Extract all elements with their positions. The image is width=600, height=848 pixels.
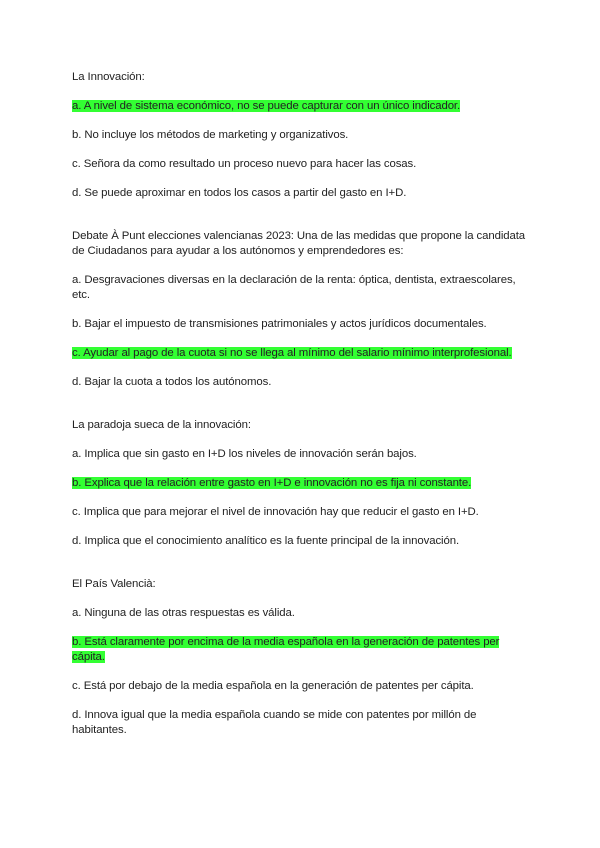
question-title: El País Valencià: [72, 578, 156, 590]
document-page [72, 70, 532, 752]
question-block [72, 229, 532, 390]
question-block [72, 70, 532, 201]
question-title: Debate À Punt elecciones valencianas 2023: Una de las medidas que propone la candidata de Ciudadanos para ayudar a los autónomos y emprendedores es: [72, 230, 526, 257]
question-title: La Innovación: [72, 71, 145, 83]
answer-option: c. Implica que para mejorar el nivel de innovación hay que reducir el gasto en I+D. [72, 506, 479, 518]
answer-option [72, 99, 532, 114]
answer-option: a. Ninguna de las otras respuestas es válida. [72, 607, 295, 619]
answer-option: b. Bajar el impuesto de transmisiones patrimoniales y actos jurídicos documentales. [72, 318, 487, 330]
answer-option: b. No incluye los métodos de marketing y organizativos. [72, 129, 349, 141]
answer-option: a. Desgravaciones diversas en la declaración de la renta: óptica, dentista, extraescolares, etc. [72, 274, 516, 301]
correct-answer-highlight: b. Está claramente por encima de la media española en la generación de patentes per cápita. [72, 636, 500, 663]
answer-option [72, 635, 532, 665]
question-block [72, 418, 532, 549]
correct-answer-highlight: c. Ayudar al pago de la cuota si no se llega al mínimo del salario mínimo interprofesional. [72, 347, 512, 359]
question-title: La paradoja sueca de la innovación: [72, 419, 251, 431]
answer-option: d. Innova igual que la media española cuando se mide con patentes por millón de habitantes. [72, 709, 477, 736]
answer-option: c. Está por debajo de la media española en la generación de patentes per cápita. [72, 680, 474, 692]
answer-option: d. Se puede aproximar en todos los casos a partir del gasto en I+D. [72, 187, 407, 199]
answer-option: a. Implica que sin gasto en I+D los niveles de innovación serán bajos. [72, 448, 417, 460]
answer-option: d. Implica que el conocimiento analítico es la fuente principal de la innovación. [72, 535, 460, 547]
answer-option: d. Bajar la cuota a todos los autónomos. [72, 376, 272, 388]
answer-option [72, 476, 532, 491]
answer-option [72, 346, 532, 361]
answer-option: c. Señora da como resultado un proceso nuevo para hacer las cosas. [72, 158, 417, 170]
question-block [72, 577, 532, 738]
correct-answer-highlight: a. A nivel de sistema económico, no se puede capturar con un único indicador. [72, 100, 461, 112]
correct-answer-highlight: b. Explica que la relación entre gasto en I+D e innovación no es fija ni constante. [72, 477, 472, 489]
